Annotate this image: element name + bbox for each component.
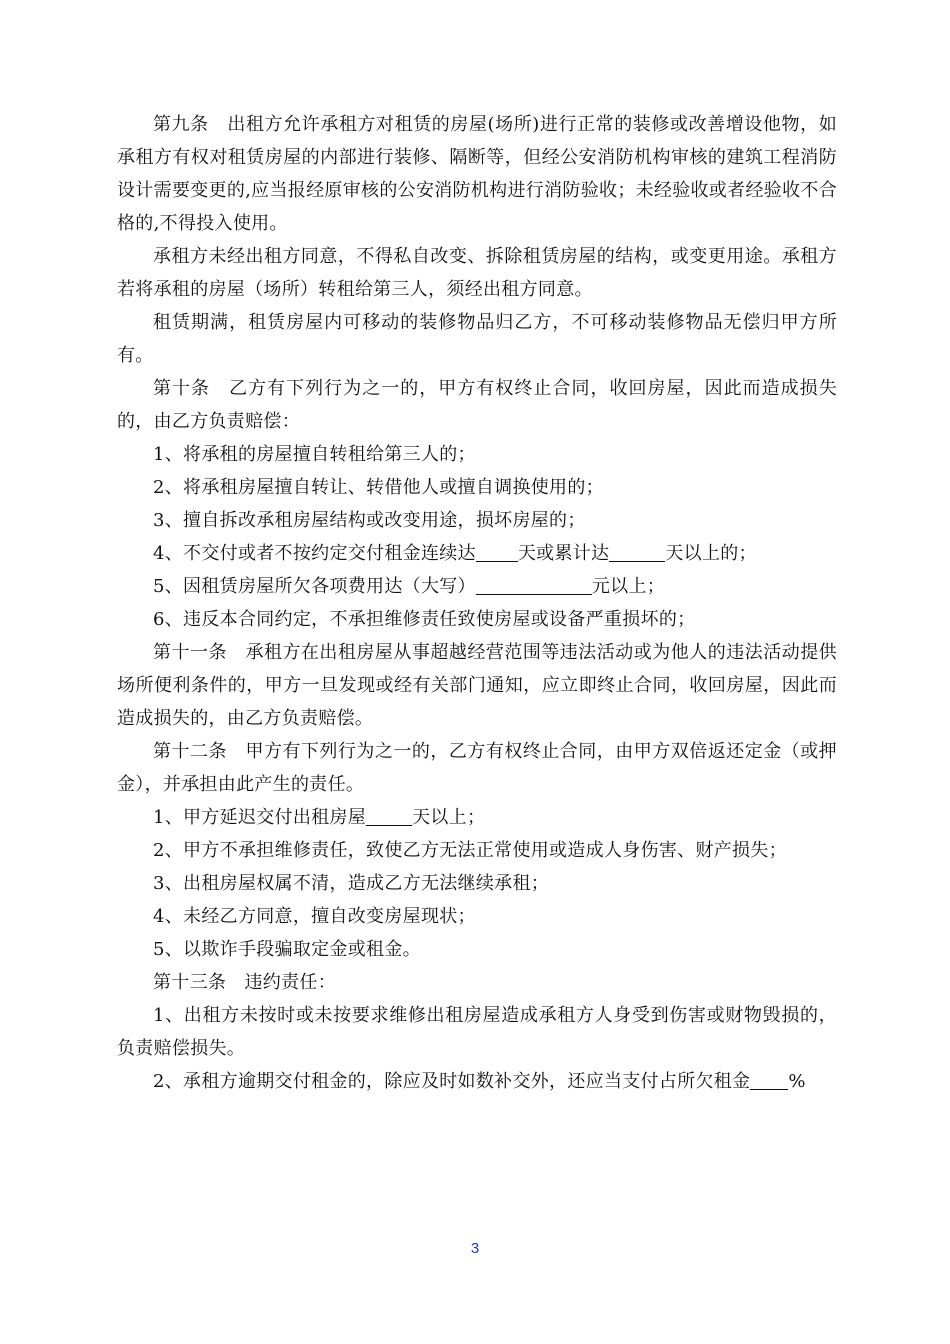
page-number: 3 xyxy=(470,1240,480,1257)
clause-art10-i2 xyxy=(117,471,837,504)
clause-text: 第十三条 违约责任： xyxy=(153,972,336,993)
clause-text: 2、将承租房屋擅自转让、转借他人或擅自调换使用的； xyxy=(153,477,604,498)
clause-text: % xyxy=(788,1071,806,1092)
clause-text: 3、擅自拆改承租房屋结构或改变用途，损坏房屋的； xyxy=(153,510,586,531)
clause-art10-i1 xyxy=(117,438,837,471)
clause-art13-i2 xyxy=(117,1065,837,1098)
clause-art10-i3 xyxy=(117,504,837,537)
fill-in-blank[interactable] xyxy=(476,576,592,595)
clause-art10-i5 xyxy=(117,570,837,603)
clause-text: 1、甲方延迟交付出租房屋 xyxy=(153,807,367,828)
clause-art12-i3 xyxy=(117,867,837,900)
fill-in-blank[interactable] xyxy=(366,807,412,826)
clause-text: 4、未经乙方同意，擅自改变房屋现状； xyxy=(153,906,476,927)
clause-text: 2、承租方逾期交付租金的，除应及时如数补交外，还应当支付占所欠租金 xyxy=(153,1071,751,1092)
clause-art12-i5 xyxy=(117,933,837,966)
clause-art10-i6 xyxy=(117,603,837,636)
fill-in-blank[interactable] xyxy=(750,1071,788,1090)
clause-text: 第十条 乙方有下列行为之一的，甲方有权终止合同，收回房屋，因此而造成损失的，由乙方负责赔偿： xyxy=(117,378,837,432)
clause-art9-p3 xyxy=(117,306,837,372)
clause-text: 1、出租方未按时或未按要求维修出租房屋造成承租方人身受到伤害或财物毁损的，负责赔偿损失。 xyxy=(117,1005,837,1059)
clause-text: 5、以欺诈手段骗取定金或租金。 xyxy=(153,939,421,960)
clause-text: 6、违反本合同约定，不承担维修责任致使房屋或设备严重损坏的； xyxy=(153,609,696,630)
clause-text: 第九条 出租方允许承租方对租赁的房屋(场所)进行正常的装修或改善增设他物，如承租方有权对租赁房屋的内部进行装修、隔断等，但经公安消防机构审核的建筑工程消防设计需要变更的,应当报经原审核的公安消防机构进行消防验收；未经验收或者经验收不合格的,不得投入使用。 xyxy=(117,114,837,234)
clause-text: 天以上； xyxy=(412,807,486,828)
clause-art12-i2 xyxy=(117,834,837,867)
clause-text: 租赁期满，租赁房屋内可移动的装修物品归乙方，不可移动装修物品无偿归甲方所有。 xyxy=(117,312,837,366)
clause-art11 xyxy=(117,636,837,735)
clause-art13 xyxy=(117,966,837,999)
clause-text: 3、出租房屋权属不清，造成乙方无法继续承租； xyxy=(153,873,550,894)
clause-art10-i4 xyxy=(117,537,837,570)
clause-text: 第十一条 承租方在出租房屋从事超越经营范围等违法活动或为他人的违法活动提供场所便利条件的，甲方一旦发现或经有关部门通知，应立即终止合同，收回房屋，因此而造成损失的，由乙方负责赔偿。 xyxy=(117,642,837,729)
clause-text: 承租方未经出租方同意，不得私自改变、拆除租赁房屋的结构，或变更用途。承租方若将承租的房屋（场所）转租给第三人，须经出租方同意。 xyxy=(117,246,837,300)
clause-art13-i1 xyxy=(117,999,837,1065)
clause-art12 xyxy=(117,735,837,801)
clause-art9-p2 xyxy=(117,240,837,306)
clause-text: 天以上的； xyxy=(665,543,757,564)
clause-text: 1、将承租的房屋擅自转租给第三人的； xyxy=(153,444,476,465)
clause-text: 天或累计达 xyxy=(517,543,610,564)
clause-text: 2、甲方不承担维修责任，致使乙方无法正常使用或造成人身伤害、财产损失； xyxy=(153,840,787,861)
clause-art9 xyxy=(117,108,837,240)
clause-text: 元以上； xyxy=(591,576,666,597)
fill-in-blank[interactable] xyxy=(609,543,665,562)
fill-in-blank[interactable] xyxy=(476,543,518,562)
clause-art12-i4 xyxy=(117,900,837,933)
document-body xyxy=(117,108,837,1098)
clause-text: 第十二条 甲方有下列行为之一的，乙方有权终止合同，由甲方双倍返还定金（或押金），并承担由此产生的责任。 xyxy=(117,741,837,795)
clause-text: 5、因租赁房屋所欠各项费用达（大写） xyxy=(153,576,476,597)
clause-art12-i1 xyxy=(117,801,837,834)
clause-art10 xyxy=(117,372,837,438)
clause-text: 4、不交付或者不按约定交付租金连续达 xyxy=(153,543,476,564)
